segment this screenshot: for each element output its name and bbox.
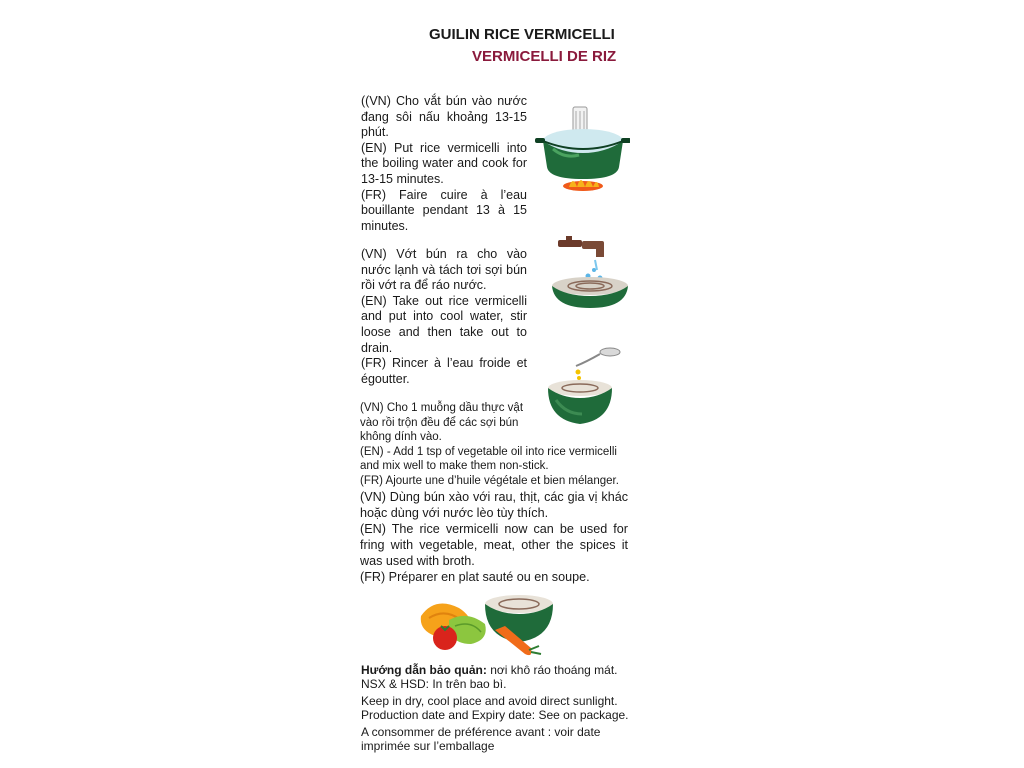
vegetables-bowl-icon bbox=[415, 590, 560, 660]
pot-boiling-icon bbox=[535, 95, 630, 195]
storage-vn-date: NSX & HSD: In trên bao bì. bbox=[361, 676, 507, 691]
storage-fr bbox=[361, 726, 629, 753]
storage-instructions bbox=[361, 664, 629, 758]
step-1-en: (EN) Put rice vermicelli into the boiling water and cook for 13-15 minutes. bbox=[361, 140, 527, 186]
storage-vn bbox=[361, 664, 629, 691]
storage-en-2: Production date and Expiry date: See on package. bbox=[361, 707, 629, 722]
step-2-instructions bbox=[361, 247, 527, 387]
step-3-fr: (FR) Ajourte une d’huile végétale et bien mélanger. bbox=[360, 474, 619, 487]
step-3-vn: (VN) Cho 1 muỗng dầu thực vật vào rồi trộn đều để các sợi bún không dính vào. bbox=[360, 402, 524, 444]
step-4-vn: (VN) Dùng bún xào với rau, thịt, các gia vị khác hoặc dùng với nước lèo tùy thích. bbox=[360, 489, 628, 520]
storage-vn-label: Hướng dẫn bảo quản: bbox=[361, 663, 487, 677]
step-1-instructions bbox=[361, 94, 527, 234]
spoon-bowl-icon bbox=[542, 344, 627, 429]
title-english: GUILIN RICE VERMICELLI bbox=[429, 26, 615, 43]
storage-en-1: Keep in dry, cool place and avoid direct sunlight. bbox=[361, 694, 618, 709]
step-2-vn: (VN) Vớt bún ra cho vào nước lạnh và tách tơi sợi bún rồi vớt ra để ráo nước. bbox=[361, 247, 527, 293]
step-2-en: (EN) Take out rice vermicelli and put into cool water, stir loose and then take out to drain. bbox=[361, 293, 527, 355]
step-4-fr: (FR) Préparer en plat sauté ou en soupe. bbox=[360, 569, 590, 584]
storage-fr-2: imprimée sur l’emballage bbox=[361, 738, 495, 753]
step-3-en: (EN) - Add 1 tsp of vegetable oil into rice vermicelli and mix well to make them non-stick. bbox=[360, 445, 617, 473]
title-french: VERMICELLI DE RIZ bbox=[472, 48, 617, 65]
step-1-vn: ((VN) Cho vắt bún vào nước đang sôi nấu khoảng 13-15 phút. bbox=[361, 94, 527, 140]
storage-fr-1: A consommer de préférence avant : voir date bbox=[361, 725, 601, 740]
step-1-fr: (FR) Faire cuire à l’eau bouillante pendant 13 à 15 minutes. bbox=[361, 187, 527, 233]
faucet-bowl-icon bbox=[548, 234, 633, 312]
storage-en bbox=[361, 695, 629, 722]
step-2-fr: (FR) Rincer à l’eau froide et égoutter. bbox=[361, 356, 527, 386]
storage-vn-text: nơi khô ráo thoáng mát. bbox=[486, 663, 618, 677]
step-4-en: (EN) The rice vermicelli now can be used for fring with vegetable, meat, other the spices it was used with broth. bbox=[360, 521, 628, 568]
